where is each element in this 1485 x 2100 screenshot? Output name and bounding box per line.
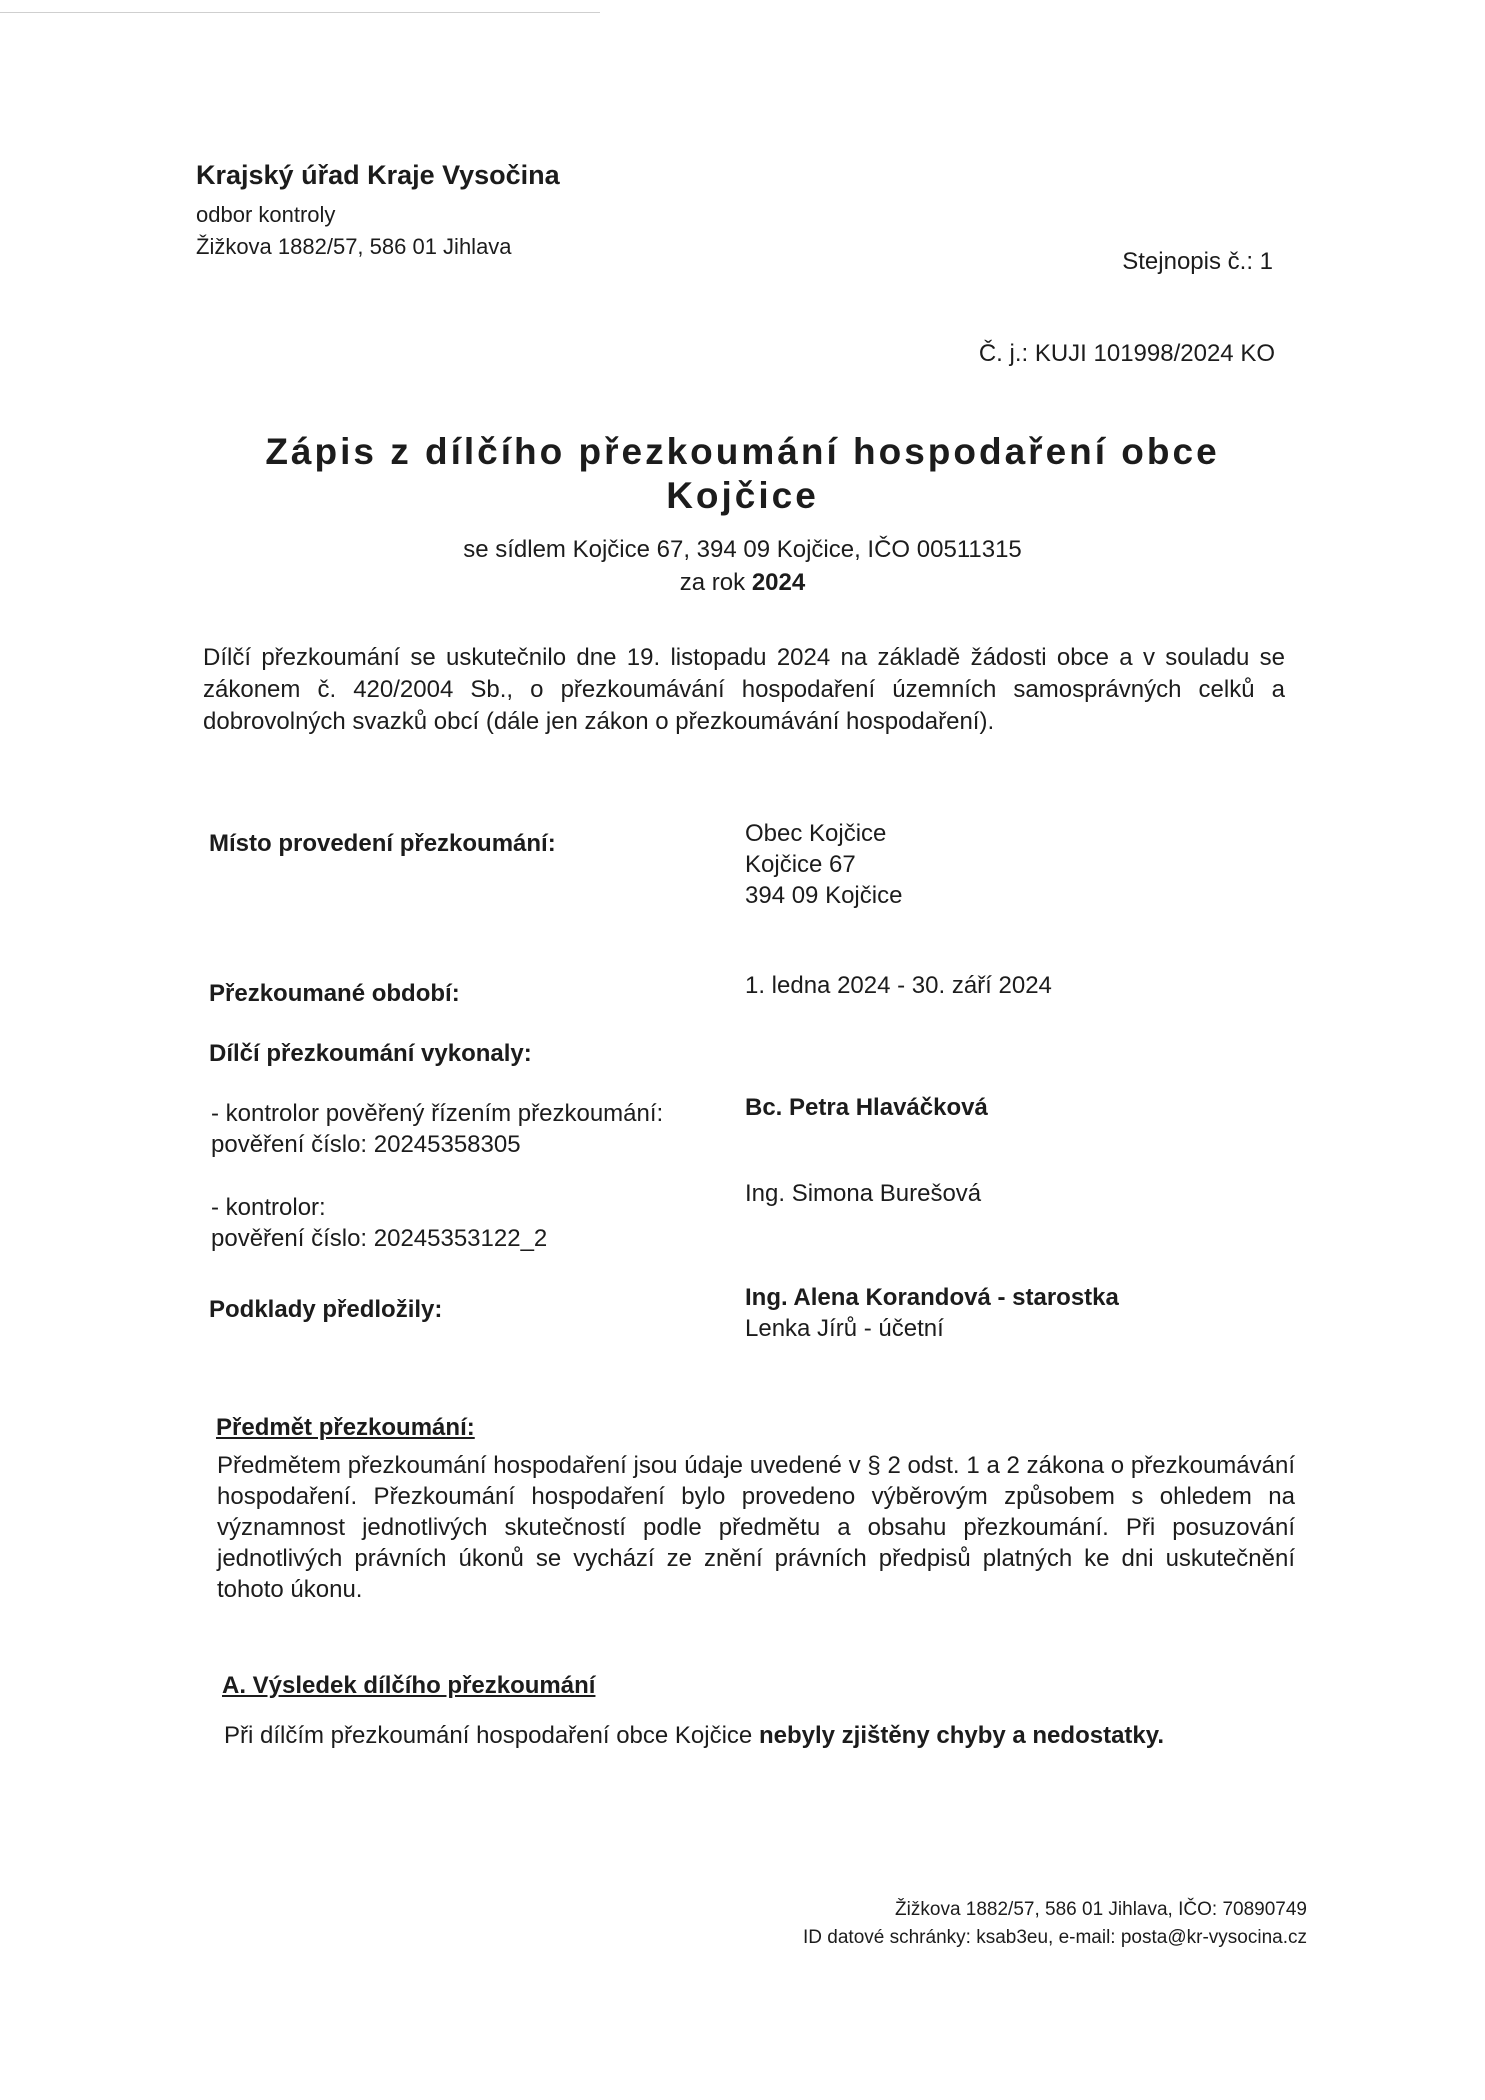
organization-department: odbor kontroly [196, 202, 336, 227]
documents-persons [745, 1282, 1119, 1344]
document-title-line1: Zápis z dílčího přezkoumání hospodaření obce [265, 431, 1220, 472]
review-year-value: 2024 [751, 569, 806, 596]
lead-authorization: pověření číslo: 20245358305 [211, 1131, 521, 1158]
footer [803, 1896, 1307, 1952]
place-label: Místo provedení přezkoumání: [209, 830, 556, 857]
period-label: Přezkoumané období: [209, 980, 460, 1007]
place-value [745, 818, 902, 911]
controller-role: - kontrolor: [211, 1194, 326, 1221]
footer-address: Žižkova 1882/57, 586 01 Jihlava, IČO: 70890749 [895, 1899, 1307, 1920]
result-heading: A. Výsledek dílčího přezkoumání [222, 1672, 596, 1699]
result-text-bold: nebyly zjištěny chyby a nedostatky. [758, 1722, 1164, 1749]
footer-contact: ID datové schránky: ksab3eu, e-mail: posta@kr-vysocina.cz [803, 1927, 1307, 1948]
reference-number: Č. j.: KUJI 101998/2024 KO [978, 340, 1275, 367]
municipality-seat: se sídlem Kojčice 67, 394 09 Kojčice, IČO 00511315 [463, 536, 1022, 563]
controller-role-block [211, 1192, 547, 1254]
organization-address: Žižkova 1882/57, 586 01 Jihlava [196, 234, 512, 259]
intro-paragraph: Dílčí přezkoumání se uskutečnilo dne 19. listopadu 2024 na základě žádosti obce a v souladu se zákonem č. 420/2004 Sb., o přezkoumávání hospodaření územních samosprávných celků a dobrovolných svazků obcí (dále jen zákon o přezkoumávání hospodaření). [203, 644, 1285, 735]
lead-controller-role [211, 1098, 663, 1160]
scan-edge-line [0, 12, 600, 13]
result-text: Při dílčím přezkoumání hospodaření obce Kojčice [224, 1722, 753, 1749]
documents-label: Podklady předložily: [209, 1296, 443, 1323]
documents-person: Ing. Alena Korandová - starostka [745, 1284, 1119, 1311]
document-title-line2: Kojčice [666, 475, 819, 516]
organization-name: Krajský úřad Kraje Vysočina [196, 160, 560, 190]
place-line: Obec Kojčice [745, 820, 887, 847]
place-line: Kojčice 67 [745, 851, 856, 878]
result-paragraph [224, 1722, 1164, 1750]
lead-controller-name: Bc. Petra Hlaváčková [745, 1094, 988, 1121]
document-title [0, 430, 1485, 518]
subject-heading: Předmět přezkoumání: [216, 1414, 475, 1441]
period-value: 1. ledna 2024 - 30. září 2024 [745, 972, 1052, 999]
review-year [0, 566, 1485, 599]
subject-paragraph: Předmětem přezkoumání hospodaření jsou údaje uvedené v § 2 odst. 1 a 2 zákona o přezkoumávání hospodaření. Přezkoumání hospodaření bylo provedeno výběrovým způsobem s ohledem na významnost jednotlivých skutečností podle předmětu a obsahu přezkoumání. Při posuzování jednotlivých právních úkonů se vychází ze znění právních předpisů platných ke dni uskutečnění tohoto úkonu. [217, 1452, 1295, 1603]
copy-number: Stejnopis č.: 1 [1122, 248, 1273, 275]
performed-label: Dílčí přezkoumání vykonaly: [209, 1040, 532, 1067]
review-year-prefix: za rok [679, 569, 746, 596]
controller-authorization: pověření číslo: 20245353122_2 [211, 1225, 548, 1252]
lead-role: - kontrolor pověřený řízením přezkoumání: [211, 1100, 664, 1127]
documents-person: Lenka Jírů - účetní [745, 1315, 944, 1342]
controller-name: Ing. Simona Burešová [745, 1180, 982, 1207]
place-line: 394 09 Kojčice [745, 882, 903, 909]
document-subtitle [0, 533, 1485, 599]
